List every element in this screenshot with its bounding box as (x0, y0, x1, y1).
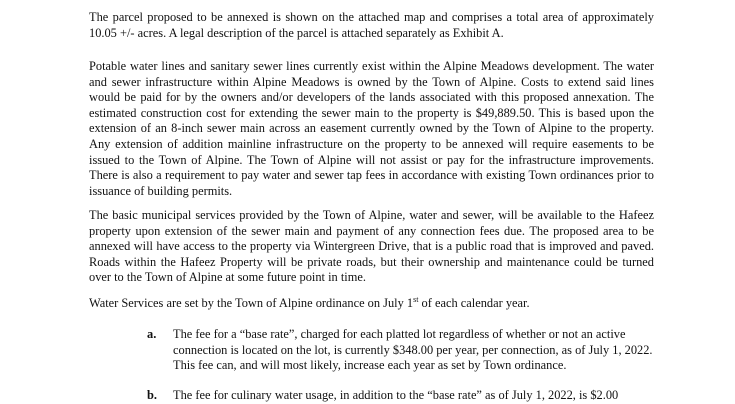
list-item-text: The fee for culinary water usage, in addition to the “base rate” as of July 1, 2022, is $2.00 (173, 388, 619, 402)
water-services-text-start: Water Services are set by the Town of Alpine ordinance on July 1 (89, 296, 414, 310)
list-marker: b. (147, 388, 157, 402)
list-item-text: The fee for a “base rate”, charged for each platted lot regardless of whether or not an active connection is located on the lot, is currently $348.00 per year, per connection, as of July 1, 2022. This fee can, and will most likely, increase each year as set by Town ordinance. (173, 327, 653, 373)
paragraph-water-services (89, 296, 654, 312)
ordinal-suffix: st (413, 294, 419, 304)
paragraph-parcel-area: The parcel proposed to be annexed is shown on the attached map and comprises a total area of approximately 10.05 +/- acres. A legal description of the parcel is attached separately as Exhibit A. (89, 10, 654, 40)
list-marker: a. (147, 327, 157, 341)
water-services-text-end: of each calendar year. (418, 296, 530, 310)
paragraph-water-sewer-lines: Potable water lines and sanitary sewer lines currently exist within the Alpine Meadows development. The water and sewer infrastructure within Alpine Meadows is owned by the Town of Alpine. Costs to extend said lines would be paid for by the owners and/or developers of the lands associated with this proposed annexation. The estimated construction cost for extending the sewer main to the property is $49,889.50. This is based upon the extension of an 8-inch sewer main across an easement currently owned by the Town of Alpine to the property. Any extension of addition mainline infrastructure on the property to be annexed will require easements to be issued to the Town of Alpine. The Town of Alpine will not assist or pay for the infrastructure improvements. There is also a requirement to pay water and sewer tap fees in accordance with existing Town ordinances prior to issuance of building permits. (89, 59, 654, 198)
paragraph-municipal-services: The basic municipal services provided by the Town of Alpine, water and sewer, will be available to the Hafeez property upon extension of the sewer main and payment of any connection fees due. The proposed area to be annexed will have access to the property via Wintergreen Drive, that is a public road that is improved and paved. Roads within the Hafeez Property will be private roads, but their ownership and maintenance could be turned over to the Town of Alpine at some future point in time. (89, 208, 654, 285)
list-item-base-rate (147, 327, 655, 374)
list-item-culinary-water (147, 388, 655, 404)
